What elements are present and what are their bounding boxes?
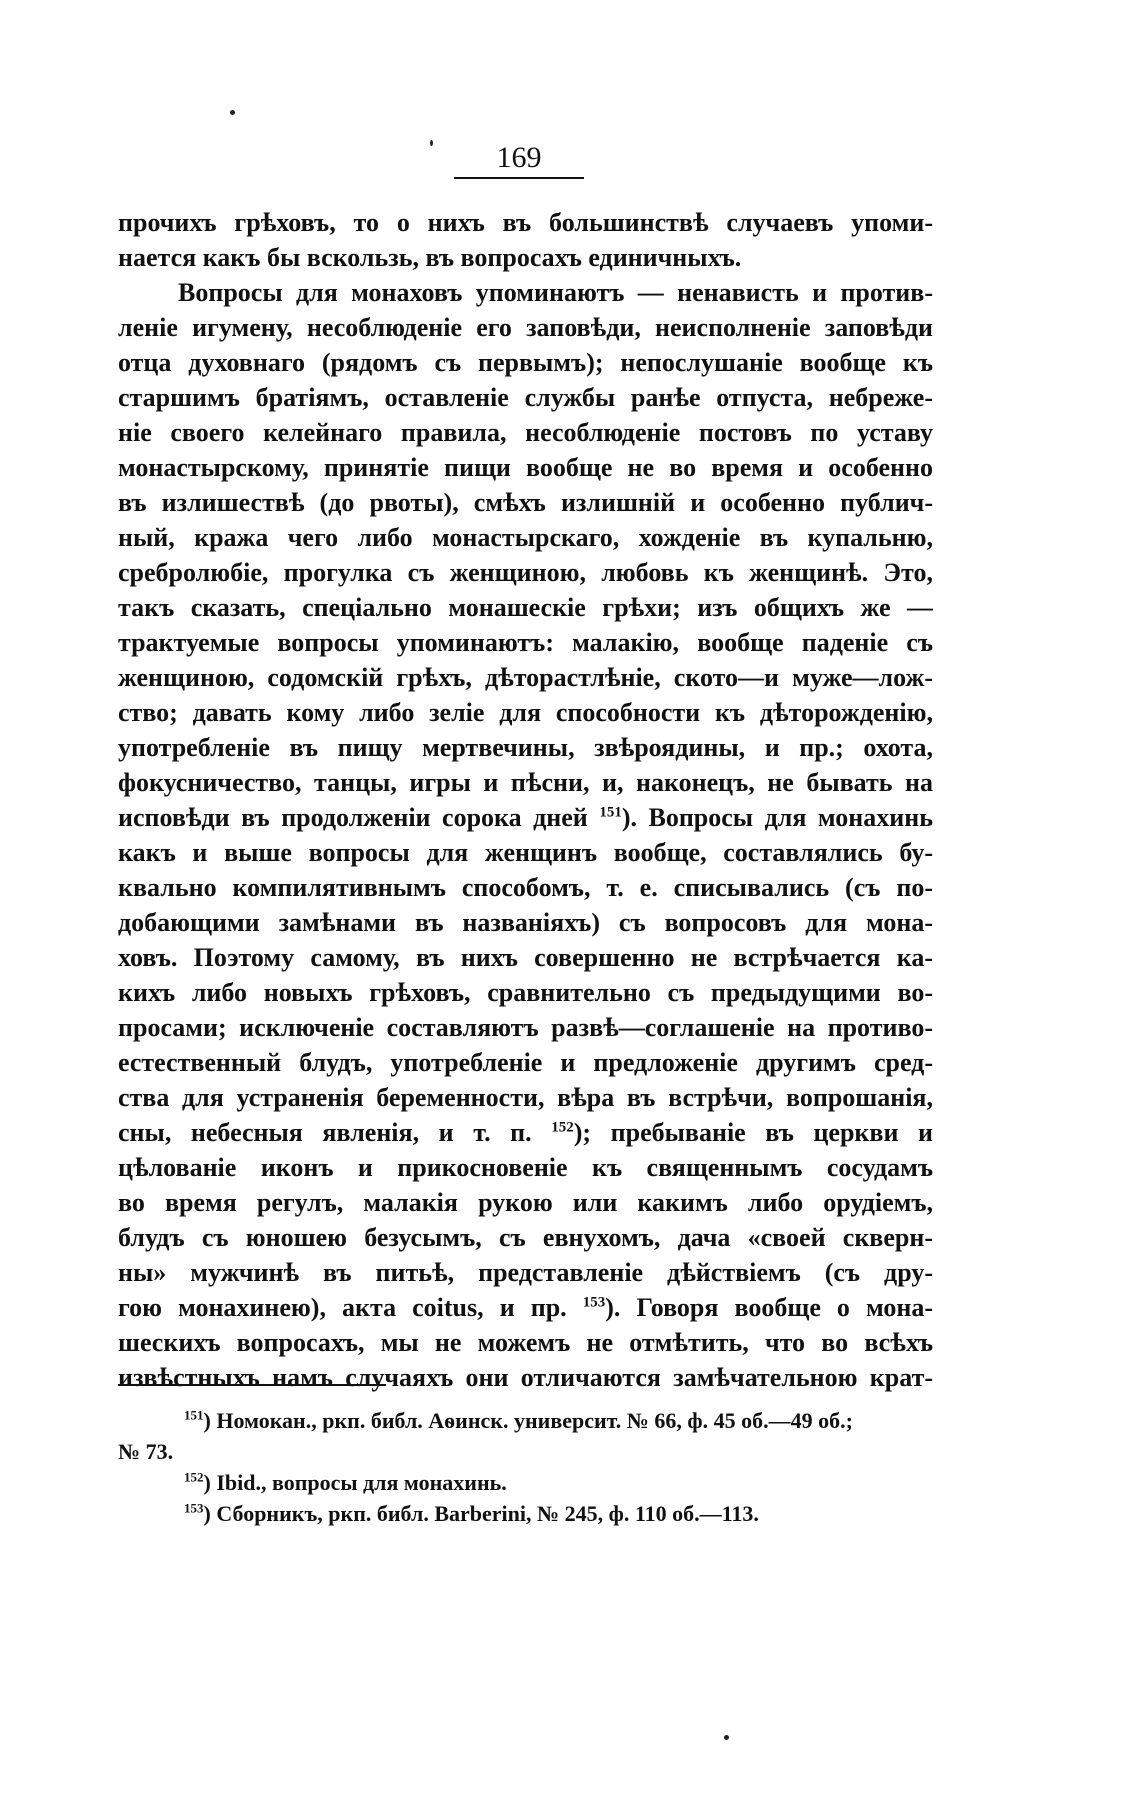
text-line: ства для устраненія беременности, вѣра въ встрѣчи, вопрошанія, <box>118 1083 933 1112</box>
text-line: квально компилятивнымъ способомъ, т. е. списывались (съ по- <box>118 873 933 902</box>
text-line: кихъ либо новыхъ грѣховъ, сравнительно съ предыдущими во- <box>118 978 933 1007</box>
footnote-text: ) Номокан., ркп. библ. Аѳинск. университ. № 66, ф. 45 об.—49 об.; <box>203 1408 853 1433</box>
footnote-rule <box>118 1384 386 1386</box>
text-line: просами; исключеніе составляютъ развѣ—соглашеніе на противо- <box>118 1013 933 1042</box>
text-line: такъ сказать, спеціально монашескіе грѣхи; изъ общихъ же — <box>118 593 933 622</box>
text-line: ніе своего келейнаго правила, несоблюденіе постовъ по уставу <box>118 418 933 447</box>
text-line: старшимъ братіямъ, оставленіе службы ранѣе отпуста, небреже- <box>118 383 933 412</box>
text-line: ны» мужчинѣ въ питьѣ, представленіе дѣйствіемъ (съ дру- <box>118 1258 933 1287</box>
ink-speck <box>230 110 235 115</box>
text-fragment: гою монахинею), акта coitus, и пр. <box>118 1293 567 1322</box>
text-line: Вопросы для монаховъ упоминаютъ — ненависть и против- <box>178 278 933 307</box>
text-line: ховъ. Поэтому самому, въ нихъ совершенно не встрѣчается ка- <box>118 943 933 972</box>
text-line: отца духовнаго (рядомъ съ первымъ); непослушаніе вообще къ <box>118 348 933 377</box>
header-rule <box>454 177 584 179</box>
footnote-ref-153[interactable]: 153 <box>582 1294 606 1311</box>
footnote-mark: 152 <box>184 1469 204 1485</box>
text-line: въ излишествѣ (до рвоты), смѣхъ излишній и особенно публич- <box>118 488 933 517</box>
text-line: сребролюбіе, прогулка съ женщиною, любовь къ женщинѣ. Это, <box>118 558 933 587</box>
text-fragment: исповѣди въ продолженіи сорока дней <box>118 803 588 832</box>
text-line: фокусничество, танцы, игры и пѣсни, и, наконецъ, не бывать на <box>118 768 933 797</box>
text-line: монастырскому, принятіе пищи вообще не во время и особенно <box>118 453 933 482</box>
footnote-ref-151[interactable]: 151 <box>599 804 622 821</box>
body-text <box>118 205 933 1395</box>
text-line: ство; давать кому либо зеліе для способности къ дѣторожденію, <box>118 698 933 727</box>
text-line: цѣлованіе иконъ и прикосновеніе къ священнымъ сосудамъ <box>118 1153 933 1182</box>
page-number: 169 <box>496 141 542 174</box>
text-line: блудъ съ юношею безусымъ, съ евнухомъ, дача «своей скверн- <box>118 1223 933 1252</box>
footnote-mark: 151 <box>184 1407 204 1423</box>
footnote-text: ) Сборникъ, ркп. библ. Barberini, № 245, ф. 110 об.—113. <box>203 1501 759 1526</box>
text-line: прочихъ грѣховъ, то о нихъ въ большинствѣ случаевъ упоми- <box>118 208 933 237</box>
footnote-152 <box>118 1467 933 1498</box>
text-fragment: сны, небесныя явленія, и т. п. <box>118 1118 532 1147</box>
text-line: леніе игумену, несоблюденіе его заповѣди, неисполненіе заповѣди <box>118 313 933 342</box>
text-fragment: ); пребываніе въ церкви и <box>573 1118 933 1147</box>
text-line: извѣстныхъ намъ случаяхъ они отличаются замѣчательною крат- <box>118 1363 933 1392</box>
text-line: естественный блудъ, употребленіе и предложеніе другимъ сред- <box>118 1048 933 1077</box>
text-line: какъ и выше вопросы для женщинъ вообще, составлялись бу- <box>118 838 933 867</box>
text-line-with-ref <box>118 800 933 835</box>
footnote-text: ) Ibid., вопросы для монахинь. <box>203 1470 507 1495</box>
text-line: нается какъ бы вскользь, въ вопросахъ единичныхъ. <box>118 243 742 272</box>
text-line: ный, кража чего либо монастырскаго, хожденіе въ купальню, <box>118 523 933 552</box>
footnote-151 <box>118 1405 933 1436</box>
footnote-151-continuation: № 73. <box>118 1439 174 1464</box>
text-line: шескихъ вопросахъ, мы не можемъ не отмѣтить, что во всѣхъ <box>118 1328 933 1357</box>
text-line: трактуемые вопросы упоминаютъ: малакію, вообще паденіе съ <box>118 628 933 657</box>
text-line: употребленіе въ пищу мертвечины, звѣроядины, и пр.; охота, <box>118 733 933 762</box>
footnote-ref-152[interactable]: 152 <box>551 1119 574 1136</box>
text-line: женщиною, содомскій грѣхъ, дѣторастлѣніе, ското—и муже—лож- <box>118 663 933 692</box>
ink-speck <box>430 140 433 146</box>
footnotes <box>118 1405 933 1529</box>
ink-speck <box>724 1735 729 1740</box>
text-line: добающими замѣнами въ названіяхъ) съ вопросовъ для мона- <box>118 908 933 937</box>
text-line-with-ref <box>118 1115 933 1150</box>
text-line-with-ref <box>118 1290 933 1325</box>
text-fragment: ). Вопросы для монахинь <box>621 803 933 832</box>
footnote-mark: 153 <box>184 1500 204 1516</box>
text-line: во время регулъ, малакія рукою или какимъ либо орудіемъ, <box>118 1188 933 1217</box>
footnote-153 <box>118 1498 933 1529</box>
text-fragment: ). Говоря вообще о мона- <box>605 1293 933 1322</box>
